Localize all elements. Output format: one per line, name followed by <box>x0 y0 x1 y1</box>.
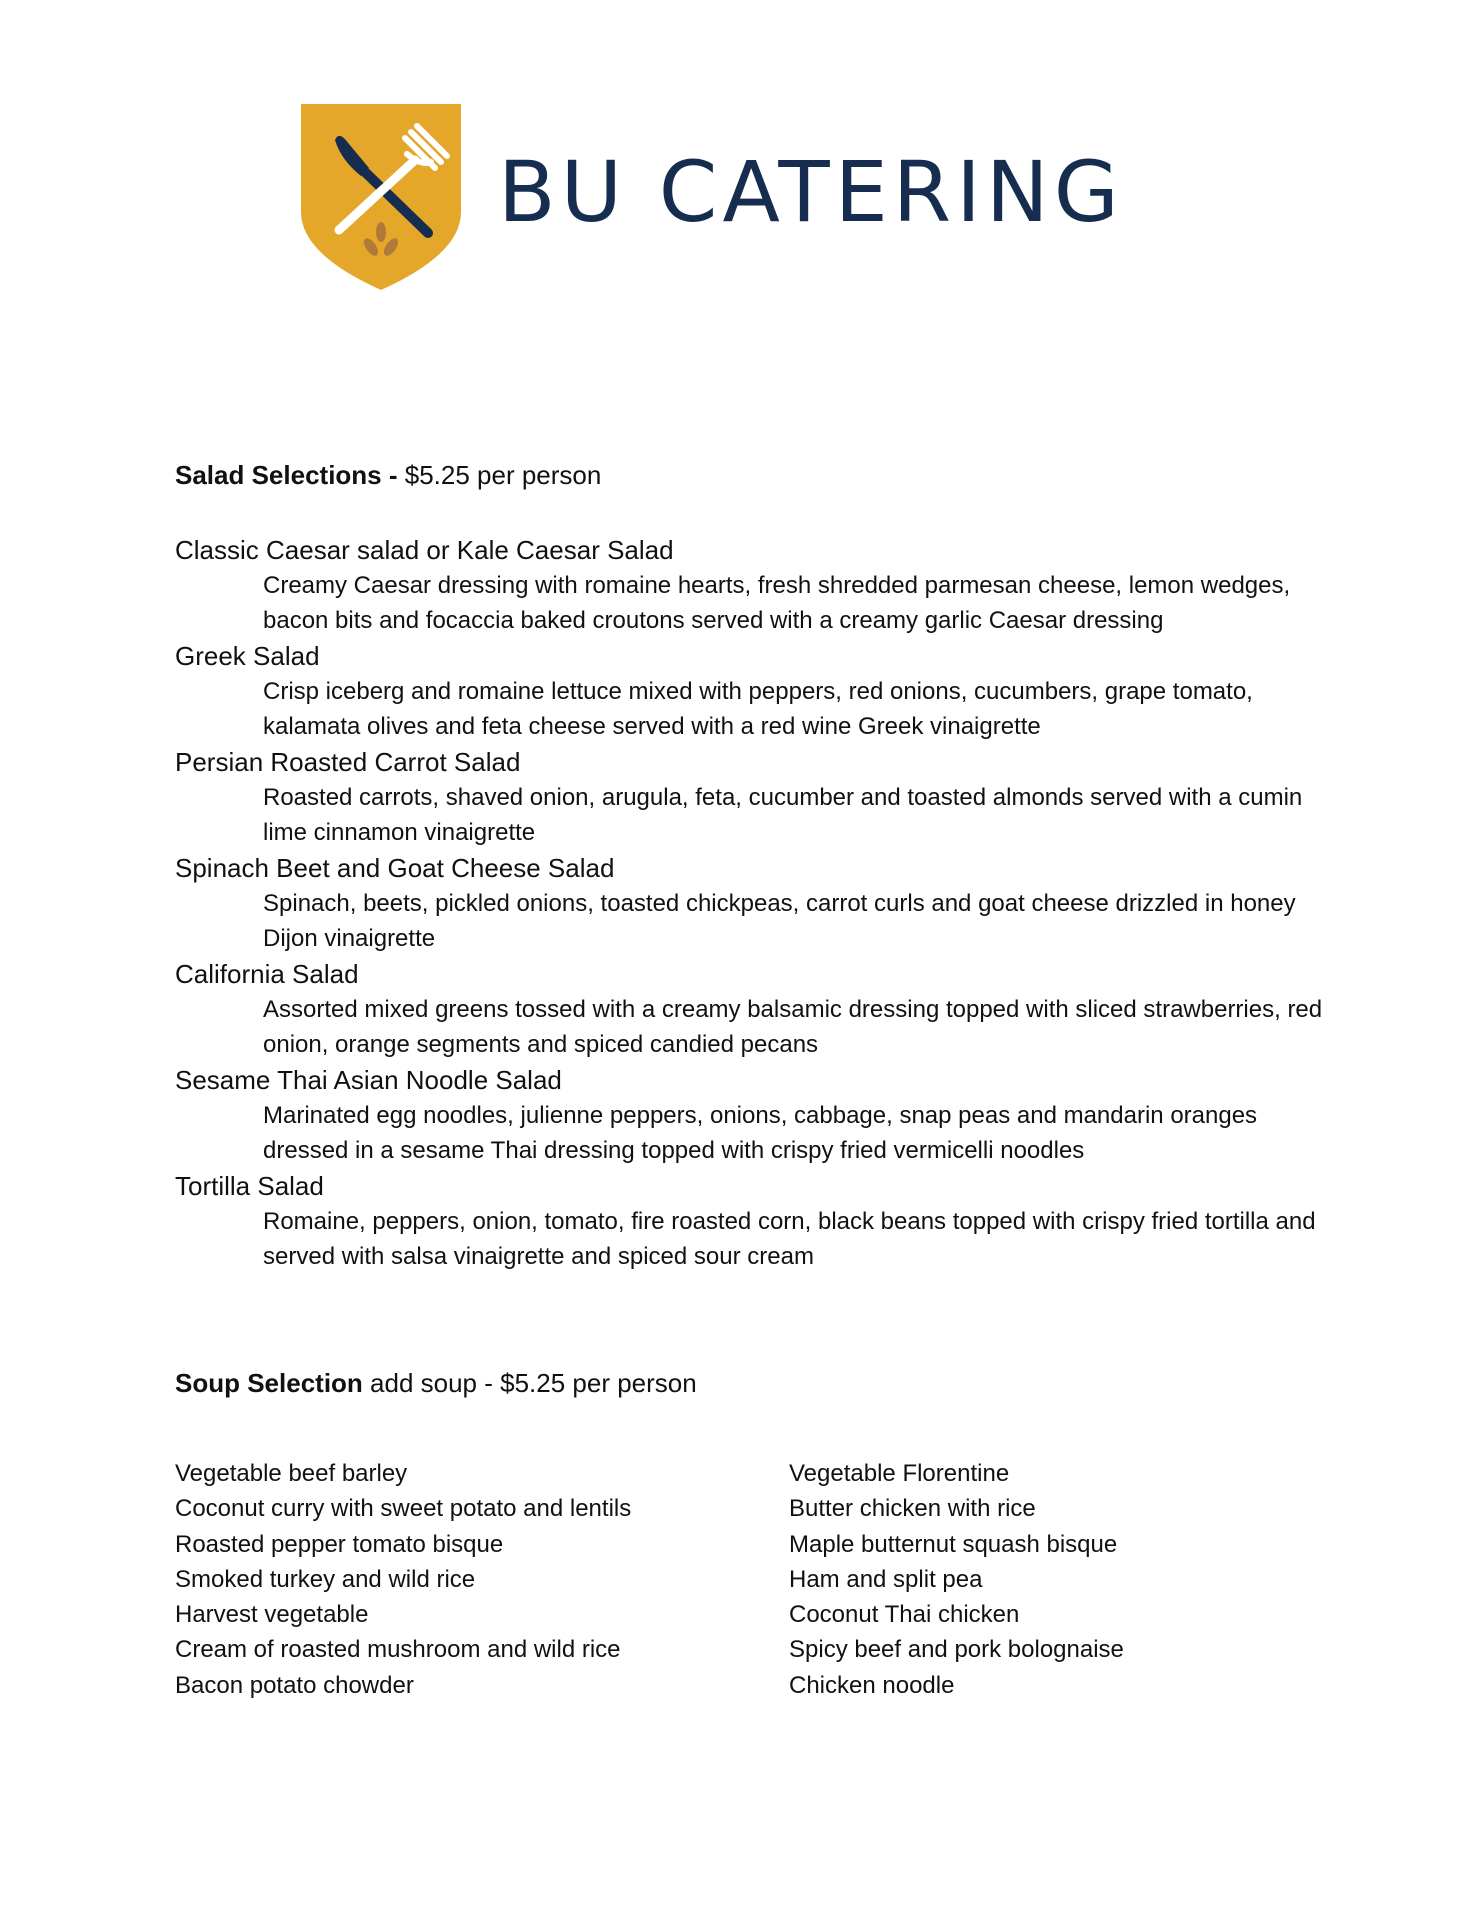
salad-description: Crisp iceberg and romaine lettuce mixed with peppers, red onions, cucumbers, grape tomato, kalamata olives and feta cheese served with a red wine Greek vinaigrette <box>263 678 1253 740</box>
salad-name: Sesame Thai Asian Noodle Salad <box>175 1065 562 1095</box>
soup-item: Spicy beef and pork bolognaise <box>789 1636 1124 1664</box>
soup-item: Coconut Thai chicken <box>789 1601 1020 1629</box>
soup-item: Harvest vegetable <box>175 1601 369 1629</box>
soup-item: Bacon potato chowder <box>175 1671 414 1699</box>
bu-catering-logo <box>301 104 461 290</box>
salad-name: Classic Caesar salad or Kale Caesar Salad <box>175 535 674 565</box>
soup-section-heading <box>175 1368 697 1398</box>
salad-description: Creamy Caesar dressing with romaine hearts, fresh shredded parmesan cheese, lemon wedges, bacon bits and focaccia baked croutons served with a creamy garlic Caesar dressing <box>263 572 1291 634</box>
soup-heading-label: Soup Selection <box>175 1368 363 1398</box>
salad-name: Persian Roasted Carrot Salad <box>175 747 521 777</box>
salad-name: Tortilla Salad <box>175 1171 324 1201</box>
soup-item: Vegetable beef barley <box>175 1460 408 1487</box>
salad-item <box>175 956 1325 1062</box>
soup-price: add soup - $5.25 per person <box>362 1368 697 1398</box>
salad-item <box>175 1062 1325 1168</box>
soup-item: Cream of roasted mushroom and wild rice <box>175 1636 621 1664</box>
salad-item <box>175 1168 1325 1274</box>
brand-name: BU CATERING <box>498 143 1124 241</box>
salad-description: Romaine, peppers, onion, tomato, fire roasted corn, black beans topped with crispy fried tortilla and served with salsa vinaigrette and spiced sour cream <box>263 1208 1316 1270</box>
salad-description: Spinach, beets, pickled onions, toasted chickpeas, carrot curls and goat cheese drizzled in honey Dijon vinaigrette <box>263 890 1296 952</box>
salad-item <box>175 850 1325 956</box>
salad-heading-label: Salad Selections - <box>175 460 398 490</box>
soup-item: Roasted pepper tomato bisque <box>175 1530 504 1558</box>
salad-item <box>175 744 1325 850</box>
soup-item: Coconut curry with sweet potato and lentils <box>175 1495 632 1523</box>
salad-name: Greek Salad <box>175 641 320 671</box>
soup-list-right <box>789 1456 1124 1703</box>
salad-description: Marinated egg noodles, julienne peppers, onions, cabbage, snap peas and mandarin oranges dressed in a sesame Thai dressing topped with crispy fried vermicelli noodles <box>263 1102 1258 1164</box>
soup-item: Ham and split pea <box>789 1565 983 1593</box>
salad-description: Assorted mixed greens tossed with a creamy balsamic dressing topped with sliced strawberries, red onion, orange segments and spiced candied pecans <box>263 996 1323 1058</box>
salad-price: $5.25 per person <box>397 460 602 490</box>
soup-list-left <box>175 1456 631 1703</box>
soup-item: Maple butternut squash bisque <box>789 1530 1118 1558</box>
soup-item: Butter chicken with rice <box>789 1495 1036 1523</box>
salad-description: Roasted carrots, shaved onion, arugula, feta, cucumber and toasted almonds served with a cumin lime cinnamon vinaigrette <box>263 784 1303 846</box>
salad-item <box>175 638 1325 744</box>
salad-name: Spinach Beet and Goat Cheese Salad <box>175 853 615 883</box>
salad-section-heading <box>175 460 601 490</box>
salad-item <box>175 532 1325 638</box>
salad-name: California Salad <box>175 959 359 989</box>
salad-list <box>175 532 1325 1274</box>
soup-item: Smoked turkey and wild rice <box>175 1565 476 1593</box>
soup-item: Vegetable Florentine <box>789 1460 1010 1487</box>
soup-item: Chicken noodle <box>789 1671 955 1699</box>
